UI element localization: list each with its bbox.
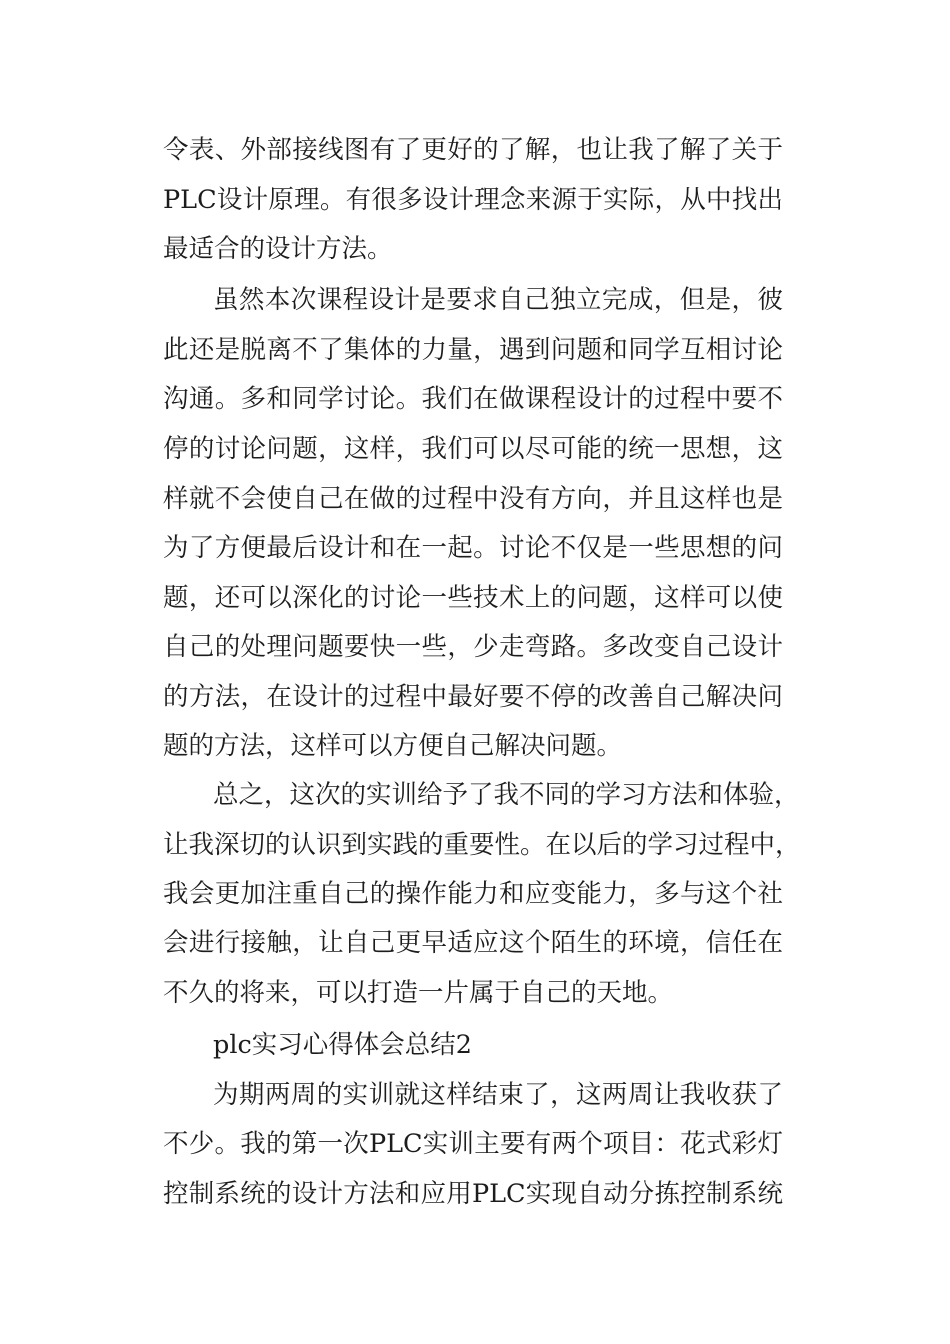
paragraph-line: 题，还可以深化的讨论一些技术上的问题，这样可以使	[163, 583, 783, 613]
paragraph-line: 最适合的设计方法。	[163, 234, 393, 264]
paragraph-line: 题的方法，这样可以方便自己解决问题。	[163, 731, 623, 761]
paragraph-line: 为了方便最后设计和在一起。讨论不仅是一些思想的问	[163, 533, 783, 563]
paragraph-line: 沟通。多和同学讨论。我们在做课程设计的过程中要不	[163, 384, 783, 414]
paragraph-line: 样就不会使自己在做的过程中没有方向，并且这样也是	[163, 484, 783, 514]
paragraph-line: 的方法，在设计的过程中最好要不停的改善自己解决问	[163, 682, 783, 712]
paragraph-line: 让我深切的认识到实践的重要性。在以后的学习过程中，	[163, 830, 801, 860]
paragraph-line: 停的讨论问题，这样，我们可以尽可能的统一思想，这	[163, 434, 783, 464]
paragraph-line: 控制系统的设计方法和应用PLC实现自动分拣控制系统	[163, 1179, 783, 1209]
paragraph-line: 我会更加注重自己的操作能力和应变能力，多与这个社	[163, 879, 783, 909]
paragraph-line: 此还是脱离不了集体的力量，遇到问题和同学互相讨论	[163, 335, 783, 365]
paragraph-line: 会进行接触，让自己更早适应这个陌生的环境，信任在	[163, 928, 783, 958]
paragraph-line: 自己的处理问题要快一些，少走弯路。多改变自己设计	[163, 632, 783, 662]
paragraph-line: 虽然本次课程设计是要求自己独立完成，但是，彼	[213, 285, 783, 315]
paragraph-line: 不少。我的第一次PLC实训主要有两个项目：花式彩灯	[163, 1129, 783, 1159]
section-heading: plc实习心得体会总结2	[213, 1030, 472, 1060]
paragraph-line: PLC设计原理。有很多设计理念来源于实际，从中找出	[163, 185, 783, 215]
paragraph-line: 为期两周的实训就这样结束了，这两周让我收获了	[213, 1080, 783, 1110]
paragraph-line: 令表、外部接线图有了更好的了解，也让我了解了关于	[163, 135, 783, 165]
paragraph-line: 总之，这次的实训给予了我不同的学习方法和体验，	[213, 780, 800, 810]
paragraph-line: 不久的将来，可以打造一片属于自己的天地。	[163, 978, 674, 1008]
